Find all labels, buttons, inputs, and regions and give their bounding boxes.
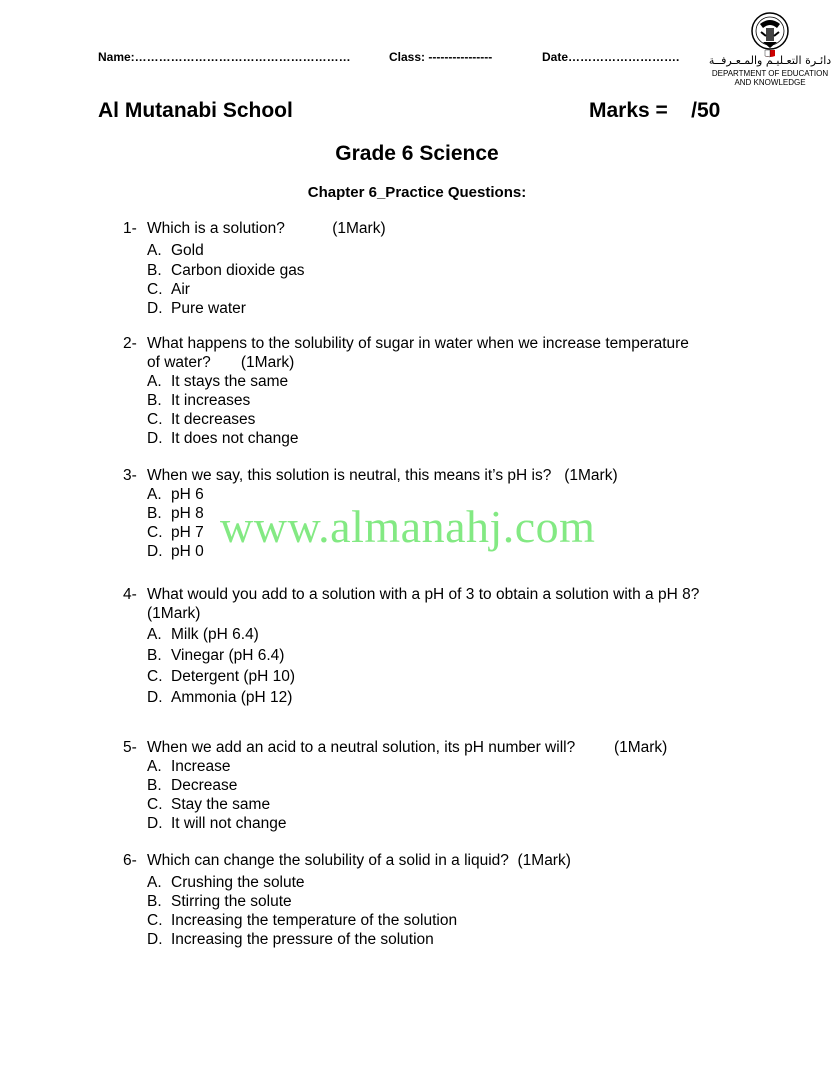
option-b: B. Vinegar (pH 6.4) [147,647,285,664]
option-c: C. Detergent (pH 10) [147,668,296,685]
question-number: 2- [123,335,137,352]
marks-total: Marks = /50 [589,99,721,122]
question-number: 5- [123,739,137,756]
option-a: A. It stays the same [147,373,289,390]
chapter-title: Chapter 6_Practice Questions: [307,184,527,201]
falcon-emblem-icon [749,10,791,58]
question-number: 1- [123,220,137,237]
option-d: D. Ammonia (pH 12) [147,689,293,706]
option-d: D. It does not change [147,430,299,447]
option-c: C. pH 7 [147,524,204,541]
option-d: D. pH 0 [147,543,204,560]
page-title: Grade 6 Science [335,142,499,165]
option-a: A. pH 6 [147,486,204,503]
question-number: 3- [123,467,137,484]
option-c: C. Increasing the temperature of the solution [147,912,458,929]
option-b: B. It increases [147,392,251,409]
class-field: Class: ---------------- [389,50,493,64]
department-logo [705,10,834,90]
question-text: Which can change the solubility of a solid in a liquid? (1Mark) [147,852,571,869]
option-b: B. Carbon dioxide gas [147,262,305,279]
school-name: Al Mutanabi School [98,99,293,122]
question-text-continued: of water? (1Mark) [147,354,295,371]
option-d: D. Pure water [147,300,246,317]
option-d: D. It will not change [147,815,287,832]
date-field: Date………………………. [542,50,680,64]
question-text: Which is a solution? (1Mark) [147,220,386,237]
logo-english-line1: DEPARTMENT OF EDUCATION [711,69,829,78]
option-a: A. Crushing the solute [147,874,305,891]
question-6 [123,851,743,949]
question-4 [123,585,743,708]
name-field: Name:……………………………………………… [98,50,351,64]
option-a: A. Milk (pH 6.4) [147,626,259,643]
option-b: B. Stirring the solute [147,893,292,910]
question-text-continued: (1Mark) [147,605,201,622]
option-a: A. Increase [147,758,231,775]
question-text: When we add an acid to a neutral solution, its pH number will? (1Mark) [147,739,668,756]
question-number: 4- [123,586,137,603]
question-2 [123,334,743,448]
question-number: 6- [123,852,137,869]
option-c: C. Stay the same [147,796,271,813]
option-b: B. pH 8 [147,505,204,522]
option-c: C. Air [147,281,190,298]
watermark: www.almanahj.com [220,501,596,552]
logo-arabic-text: دائـرة التعـليـم والمـعـرفــة [708,54,832,67]
logo-english-line2: AND KNOWLEDGE [734,78,806,87]
option-d: D. Increasing the pressure of the solution [147,931,434,948]
option-b: B. Decrease [147,777,238,794]
question-5 [123,738,743,833]
question-text: What happens to the solubility of sugar in water when we increase temperature [147,335,689,352]
option-c: C. It decreases [147,411,256,428]
question-1 [123,219,743,318]
question-text: What would you add to a solution with a pH of 3 to obtain a solution with a pH 8? [147,586,700,603]
question-text: When we say, this solution is neutral, this means it’s pH is? (1Mark) [147,467,618,484]
option-a: A. Gold [147,242,204,259]
